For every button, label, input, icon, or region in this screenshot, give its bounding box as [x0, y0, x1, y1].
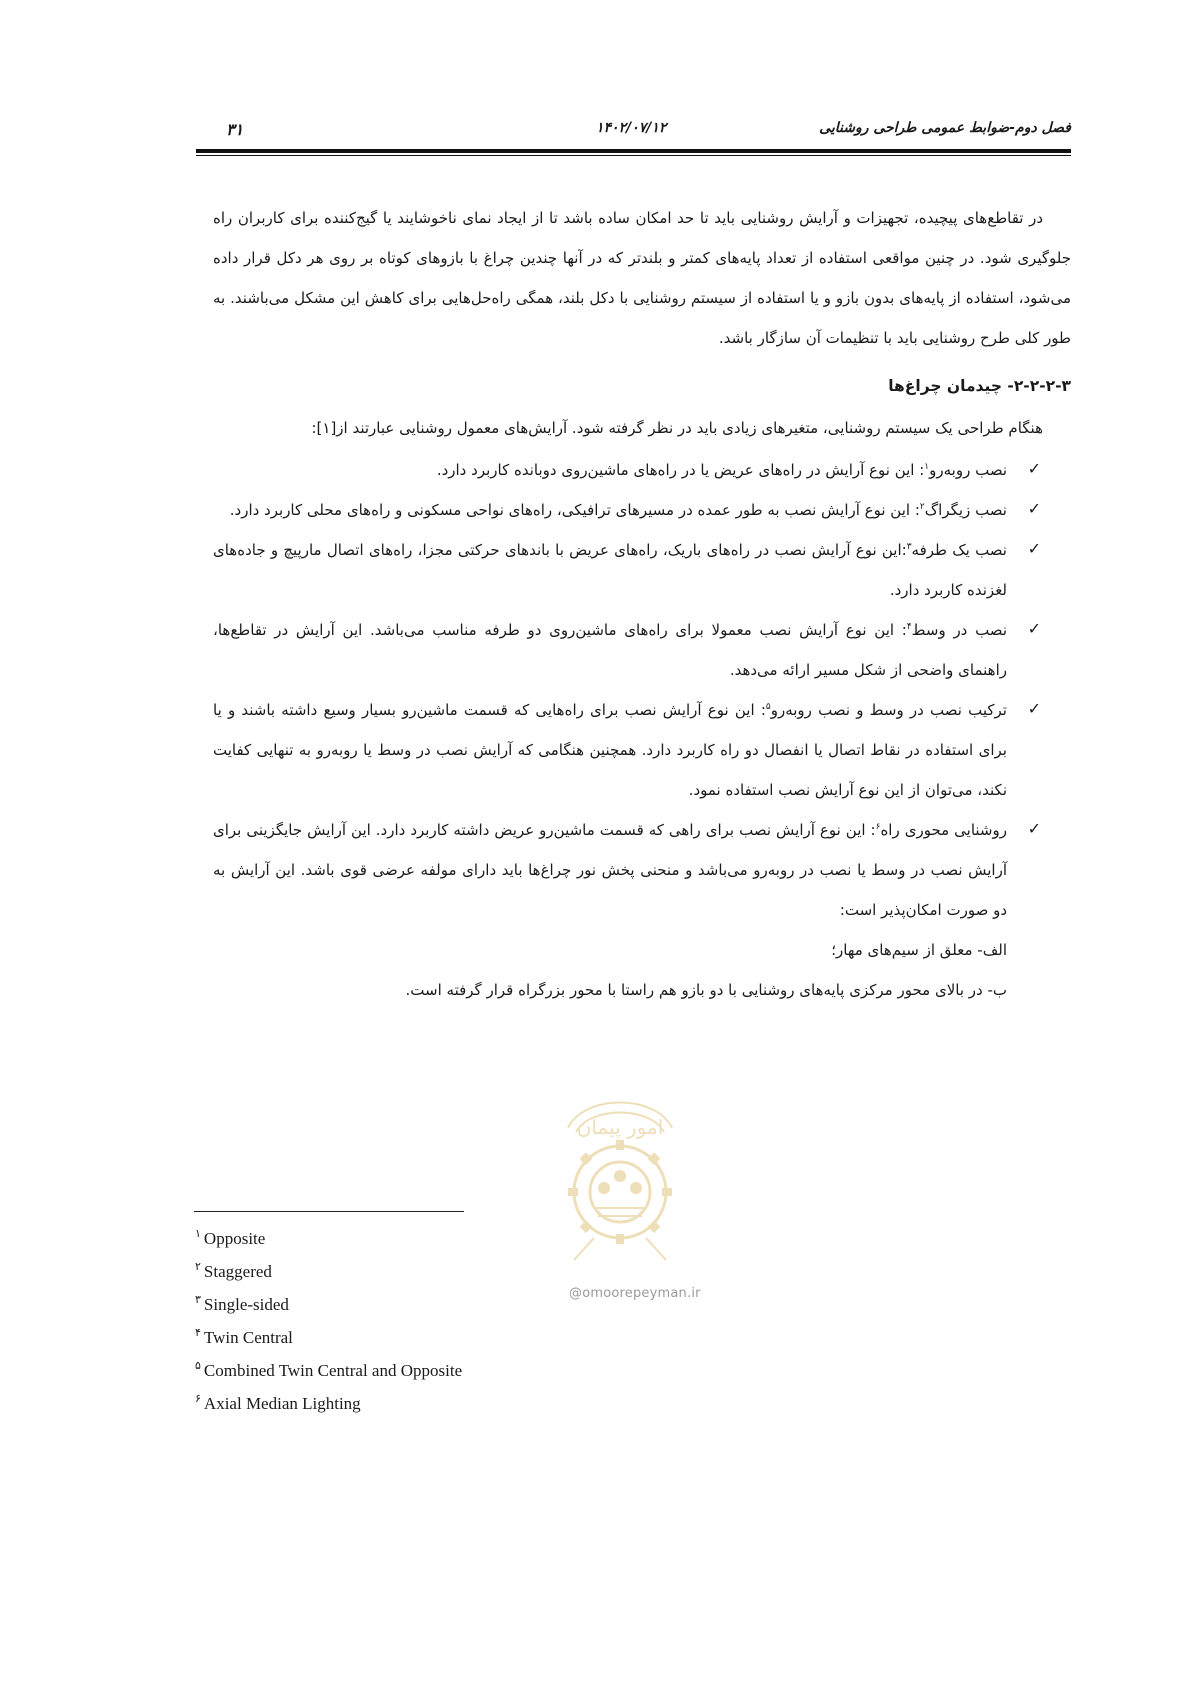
footnote-ref: ۲: [919, 502, 925, 512]
item-text: : این نوع آرایش نصب برای راهی که قسمت ماشین‌رو عریض داشته کاربرد دارد. این آرایش جایگزینی برای آرایش نصب در وسط یا نصب در روبه‌رو می‌باشد و منحنی پخش نور چراغ‌ها باید دارای مولفه عرضی قوی باشد. این آرایش به دو صورت امکان‌پذیر است:: [213, 821, 1007, 919]
footnote-number: ۲: [195, 1260, 201, 1274]
footnote-text: Twin Central: [203, 1328, 293, 1347]
item-term: نصب روبه‌رو: [929, 461, 1007, 479]
check-icon: ✓: [1027, 699, 1041, 718]
footnote-number: ۵: [195, 1359, 201, 1373]
footnote-text: Opposite: [203, 1229, 266, 1248]
check-icon: ✓: [1027, 819, 1041, 838]
check-icon: ✓: [1027, 539, 1041, 558]
footnote-ref: ۴: [906, 622, 912, 632]
check-icon: ✓: [1027, 459, 1041, 478]
footnote-item: [195, 1290, 695, 1323]
list-item: [213, 490, 1071, 530]
document-page: [91, 0, 1191, 1555]
footnote-text: Single-sided: [203, 1295, 289, 1314]
item-term: روشنایی محوری راه: [880, 821, 1007, 839]
body-text: [213, 198, 1071, 1010]
item-text: :این نوع آرایش نصب در راه‌های باریک، راه‌های عریض با باندهای حرکتی مجزا، راه‌های اتصال مارپیچ و جاده‌های لغزنده کاربرد دارد.: [213, 541, 1007, 599]
footnote-number: ۶: [195, 1392, 201, 1406]
list-item: [213, 530, 1071, 610]
check-icon: ✓: [1027, 499, 1041, 518]
check-icon: ✓: [1027, 619, 1041, 638]
footnote-text: Staggered: [203, 1262, 272, 1281]
list-item: [213, 810, 1071, 930]
footnote-ref: ۳: [906, 542, 912, 552]
page-header: [196, 116, 1071, 146]
intro-paragraph: در تقاطع‌های پیچیده، تجهیزات و آرایش روشنایی باید تا حد امکان ساده باشد تا از ایجاد نمای ناخوشایند یا گیج‌کننده برای کاربران راه جلوگیری شود. در چنین مواقعی استفاده از تعداد پایه‌های کمتر و بلندتر که در آنها چندین چراغ با بازوهای کوتاه بر روی هر دکل قرار داده می‌شود، استفاده از پایه‌های بدون بازو و یا استفاده از سیستم روشنایی با دکل بلند، همگی راه‌حل‌هایی برای کاهش این مشکل می‌باشند. به طور کلی طرح روشنایی باید با تنظیمات آن سازگار باشد.: [213, 209, 1071, 347]
item-text: : این نوع آرایش نصب به طور عمده در مسیرهای ترافیکی، راه‌های نواحی مسکونی و راه‌های محلی کاربرد دارد.: [229, 501, 920, 519]
watermark-url: @omoorepeyman.ir: [569, 1286, 701, 1301]
item-term: نصب یک طرفه: [911, 541, 1007, 559]
footnote-item: [195, 1389, 695, 1422]
section-heading: ۲-۲-۲-۳- چیدمان چراغ‌ها: [888, 377, 1071, 395]
sub-option-b: ب- در بالای محور مرکزی پایه‌های روشنایی با دو بازو هم راستا با محور بزرگراه قرار گرفته است.: [405, 981, 1007, 999]
footnote-number: ۴: [195, 1326, 201, 1340]
item-text: : این نوع آرایش نصب معمولا برای راه‌های ماشین‌روی دو طرفه مناسب می‌باشد. این آرایش در تقاطع‌ها، راهنمای واضحی از شکل مسیر ارائه می‌دهد.: [213, 621, 1007, 679]
header-date: ۱۴۰۲/۰۷/۱۲: [596, 120, 667, 136]
item-text: : این نوع آرایش نصب برای راه‌هایی که قسمت ماشین‌رو بسیار وسیع داشته باشند و یا برای استفاده در نقاط اتصال یا انفصال دو راه کاربرد دارد. همچنین هنگامی که آرایش نصب در وسط یا روبه‌رو به تنهایی کفایت نکند، می‌توان از این نوع آرایش نصب استفاده نمود.: [213, 701, 1007, 799]
footnote-ref: ۶: [875, 822, 881, 832]
footnote-text: Axial Median Lighting: [203, 1394, 361, 1413]
list-item: [213, 690, 1071, 810]
chapter-title: فصل دوم-ضوابط عمومی طراحی روشنایی: [819, 120, 1071, 136]
item-term: ترکیب نصب در وسط و نصب روبه‌رو: [770, 701, 1007, 719]
list-item: [213, 450, 1071, 490]
item-term: نصب زیگراگ: [924, 501, 1007, 519]
header-rule: [196, 149, 1071, 153]
footnote-item: [195, 1356, 695, 1389]
footnote-item: [195, 1224, 695, 1257]
sub-option-a: الف- معلق از سیم‌های مهار؛: [831, 941, 1007, 959]
footnote-rule: [194, 1211, 464, 1212]
footnote-ref: ۱: [924, 462, 930, 472]
item-term: نصب در وسط: [911, 621, 1007, 639]
footnote-ref: ۵: [765, 702, 771, 712]
list-item: [213, 610, 1071, 690]
watermark-logo-text: امور پیمان: [576, 1115, 664, 1139]
item-text: : این نوع آرایش در راه‌های عریض یا در راه‌های ماشین‌روی دوبانده کاربرد دارد.: [436, 461, 925, 479]
footnotes: [195, 1224, 695, 1422]
section-lead: هنگام طراحی یک سیستم روشنایی، متغیرهای زیادی باید در نظر گرفته شود. آرایش‌های معمول روشنایی عبارتند از[۱]:: [311, 419, 1043, 437]
footnote-item: [195, 1257, 695, 1290]
footnote-number: ۱: [195, 1227, 201, 1241]
footnote-item: [195, 1323, 695, 1356]
header-rule-thin: [196, 155, 1071, 156]
page-number: ۳۱: [226, 120, 244, 139]
arrangement-list: [213, 450, 1071, 930]
footnote-text: Combined Twin Central and Opposite: [203, 1361, 463, 1380]
footnote-number: ۳: [195, 1293, 201, 1307]
